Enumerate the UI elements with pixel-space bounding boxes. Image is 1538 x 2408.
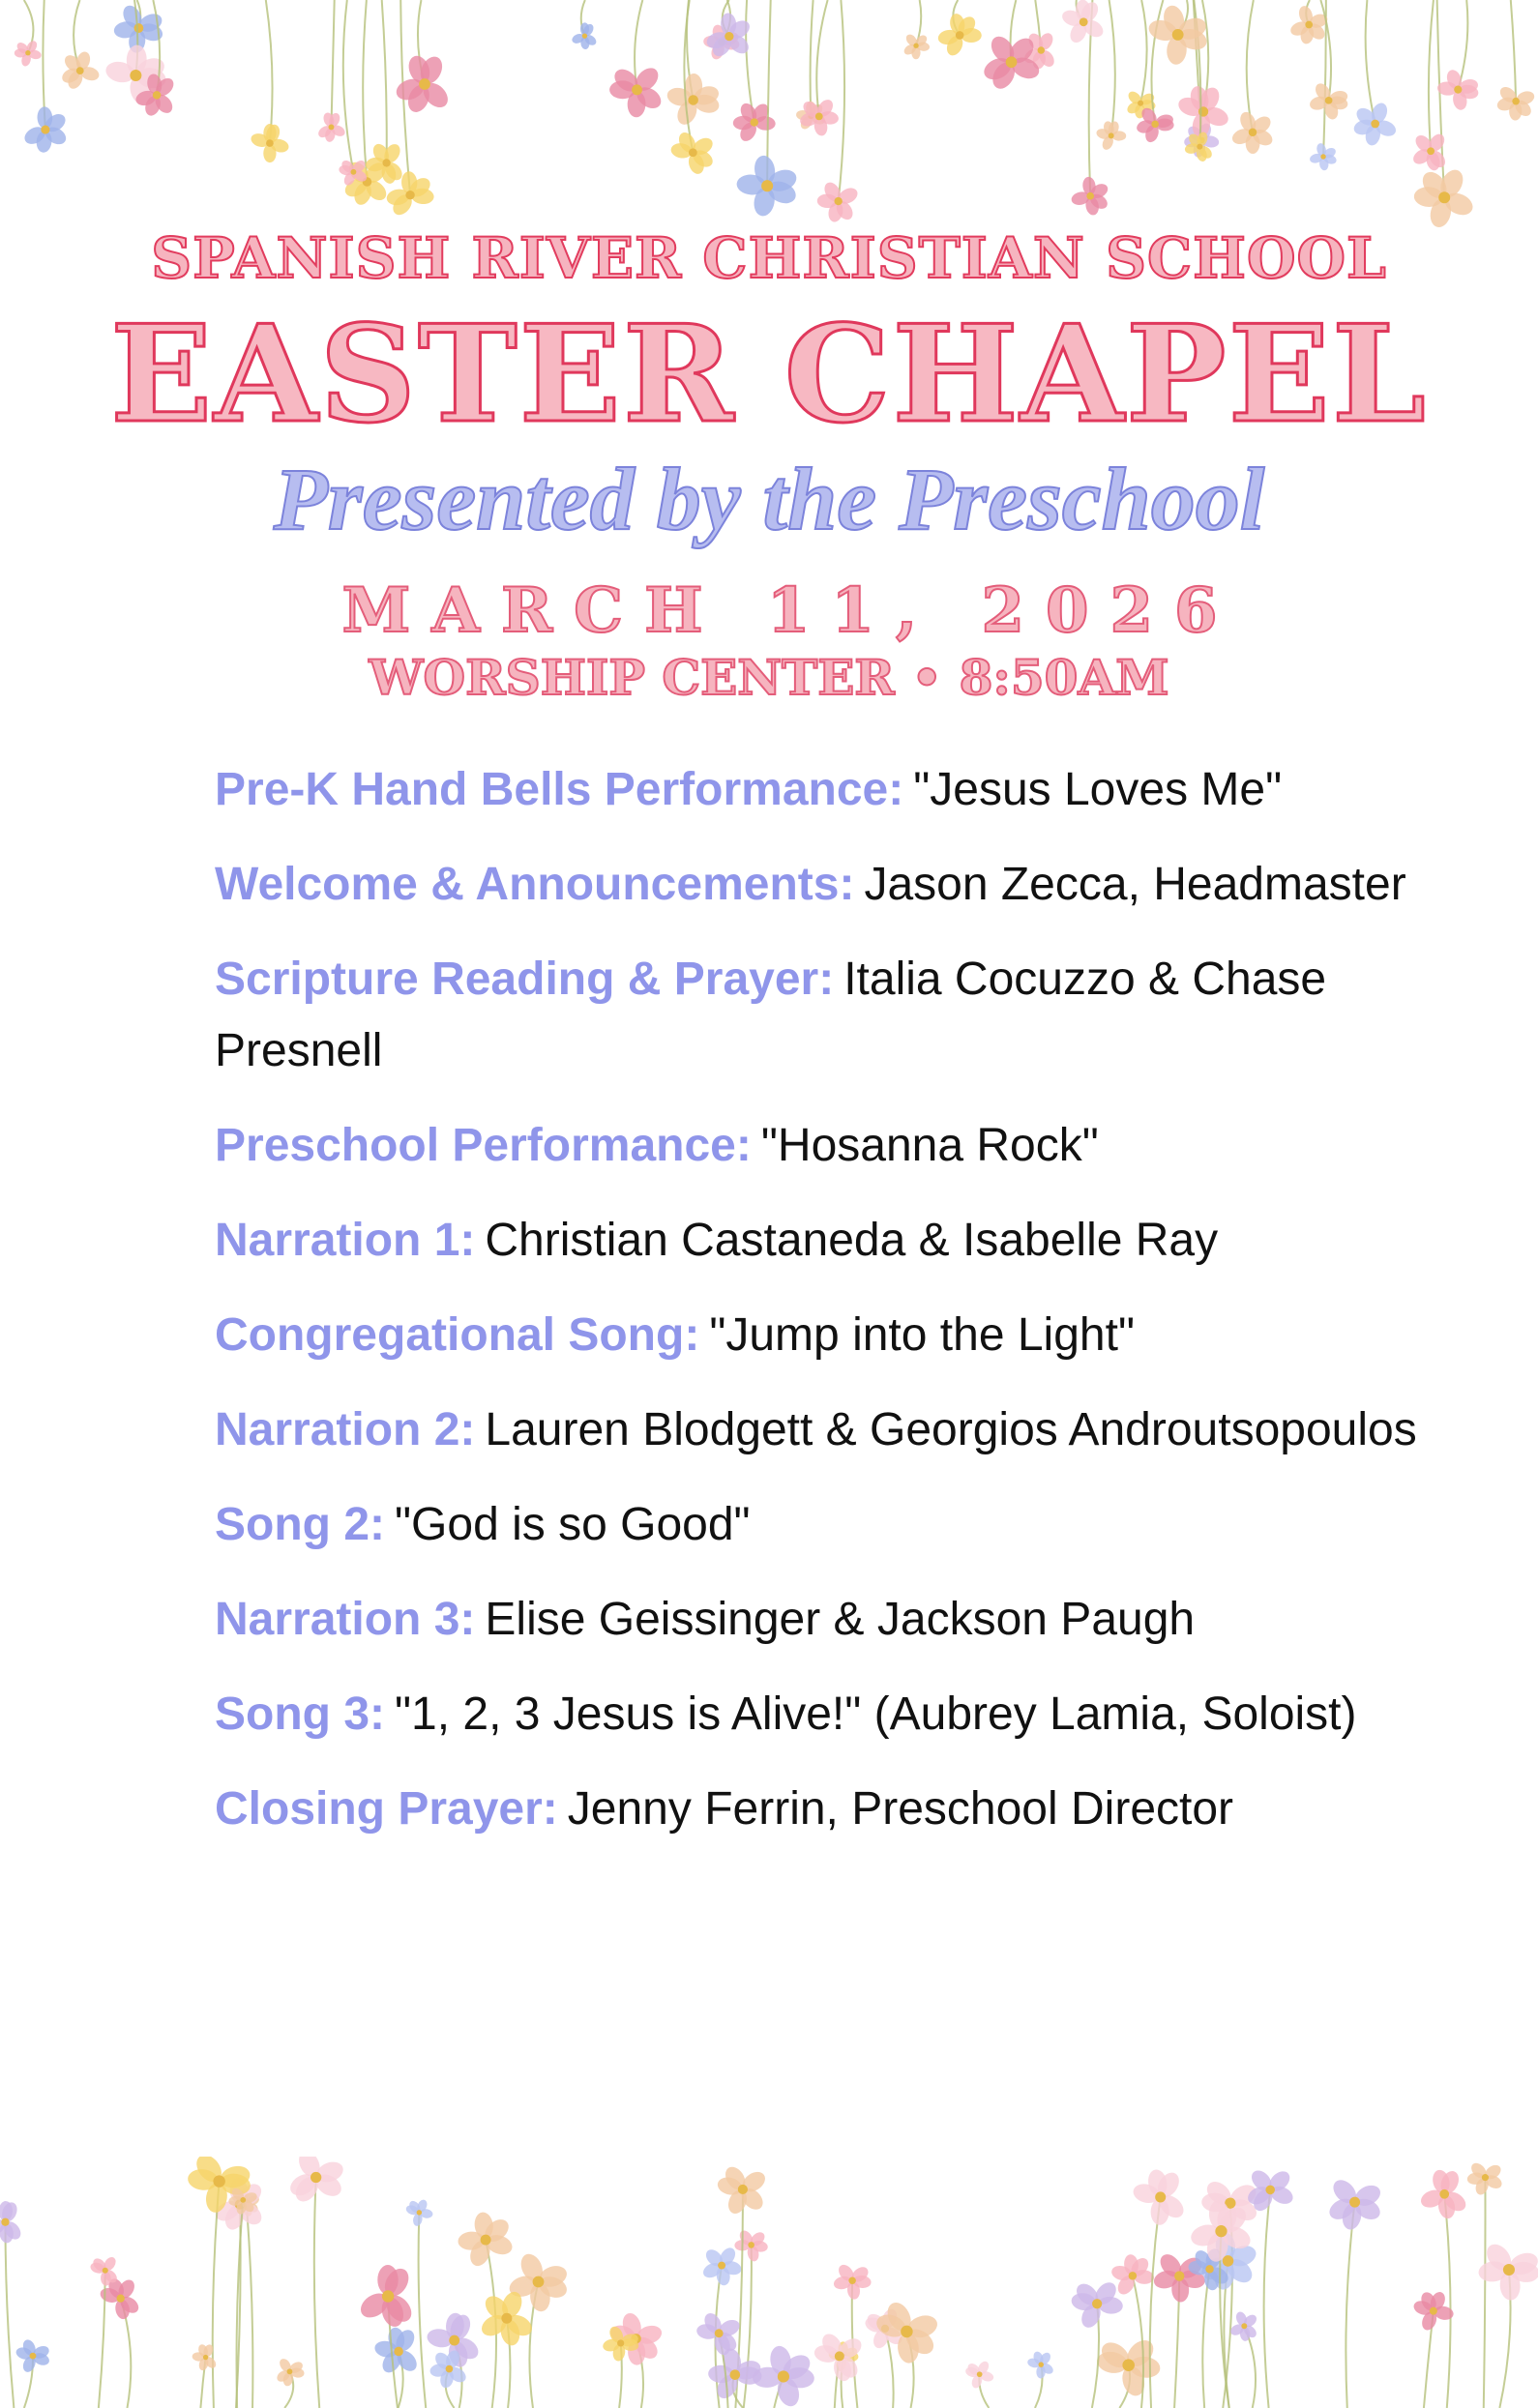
floral-border-bottom [0,2157,1538,2408]
flower-icon [571,22,599,49]
flower-icon [458,2211,515,2269]
stem-icon [1202,2269,1209,2408]
program-item [215,1300,1434,1371]
stem-icon [331,0,334,127]
program-item-value: Jason Zecca, Headmaster [864,859,1406,910]
flower-icon [1026,2350,1055,2378]
flower-icon [1418,2168,1469,2219]
flower-icon [1230,109,1276,154]
program-item [215,1774,1434,1845]
flower-icon [373,2326,421,2375]
program-list [215,754,1434,1868]
floral-illustration-top [0,0,1538,232]
flower-icon [1466,2160,1504,2197]
stem-icon [1140,0,1147,103]
stem-icon [314,2177,319,2408]
stem-icon [1511,0,1516,102]
flower-icon [0,2200,24,2244]
program-item [215,1205,1434,1277]
flower-icon [1228,2310,1258,2341]
program-item-value: Elise Geissinger & Jackson Paugh [485,1594,1196,1645]
flower-icon [1326,2176,1384,2232]
program-item [215,754,1434,826]
program-item-value: Italia Cocuzzo & Chase Presnell [215,954,1327,1076]
stem-icon [839,0,844,201]
flower-icon [736,154,800,218]
stem-icon [1484,2178,1486,2408]
flower-icon [21,106,69,153]
floral-illustration-bottom [0,2157,1538,2408]
flower-icon [670,130,716,176]
stem-icon [1444,2194,1450,2408]
program-item-label: Song 3: [215,1689,385,1740]
flower-icon [700,2245,743,2286]
flower-icon [1070,2278,1123,2331]
flower-icon [15,39,43,67]
flower-icon [316,111,347,142]
stem-icon [1264,2189,1271,2408]
program-item-value: Lauren Blodgett & Georgios Androutsopoulos [485,1404,1417,1455]
program-item [215,849,1434,921]
flower-icon [1176,84,1231,139]
program-item-value: "Jesus Loves Me" [913,764,1283,815]
flower-icon [902,32,931,59]
flower-icon [286,2157,346,2206]
stem-icon [811,0,813,116]
flower-icon [1412,2290,1455,2333]
flower-icon [356,2264,416,2329]
event-subtitle: Presented by the Preschool [273,450,1265,548]
program-item-label: Song 2: [215,1499,385,1550]
program-item-label: Welcome & Announcements: [215,859,855,910]
stem-icon [1366,0,1375,124]
stem-icon [5,2222,14,2408]
stem-icon [1346,2202,1354,2408]
flower-icon [89,2255,119,2286]
flower-icon [798,97,839,136]
flower-icon [1095,120,1126,152]
stem-icon [343,0,354,172]
flower-icon [404,2198,433,2227]
flower-icon [665,73,722,128]
flower-icon [817,180,861,223]
flower-icon [1131,2168,1188,2225]
flower-icon [1436,68,1479,111]
program-item-value: Christian Castaneda & Isabelle Ray [485,1215,1219,1266]
program-item-label: Pre-K Hand Bells Performance: [215,764,904,815]
program-item-value: "God is so Good" [395,1499,751,1550]
program-item-label: Narration 1: [215,1215,476,1266]
program-item-label: Congregational Song: [215,1309,700,1361]
flower-icon [716,2163,769,2217]
floral-border-top [0,0,1538,232]
program-item [215,1489,1434,1561]
program-item [215,1679,1434,1750]
stem-icon [816,0,827,116]
program-item-label: Scripture Reading & Prayer: [215,954,835,1005]
program-item [215,944,1434,1087]
flower-icon [833,2262,873,2301]
stem-icon [1109,0,1115,135]
flower-icon [734,2228,768,2262]
flower-icon [609,64,665,118]
flower-icon [192,2343,218,2371]
flower-icon [275,2357,305,2387]
stem-icon [419,2213,427,2408]
flower-icon [937,13,982,58]
program-item-value: Jenny Ferrin, Preschool Director [567,1783,1234,1835]
flower-icon [964,2360,994,2390]
stem-icon [363,0,367,182]
event-date: MARCH 11, 2026 [341,574,1239,647]
flower-icon [733,101,777,144]
flower-icon [1070,176,1110,216]
flower-icon [1308,80,1348,121]
flower-icon [1352,101,1399,147]
program-item-value: "1, 2, 3 Jesus is Alive!" (Aubrey Lamia, Soloist) [395,1689,1357,1740]
flower-icon [1477,2240,1538,2301]
flower-icon [1095,2335,1161,2399]
program-item-label: Closing Prayer: [215,1783,558,1835]
flower-icon [478,2289,535,2347]
flower-icon [15,2337,51,2373]
program-item [215,1395,1434,1466]
school-name: SPANISH RIVER CHRISTIAN SCHOOL [151,225,1387,291]
program-item-value: "Hosanna Rock" [760,1120,1099,1171]
flower-icon [60,50,102,92]
flower-icon [1060,0,1107,45]
flower-icon [1413,166,1476,230]
program-item-value: "Jump into the Light" [709,1309,1135,1361]
flower-icon [752,2344,814,2408]
stem-icon [382,0,387,162]
stem-icon [266,0,273,143]
program-item-label: Narration 2: [215,1404,476,1455]
flower-icon [250,123,290,162]
program-item [215,1110,1434,1182]
event-title: EASTER CHAPEL [110,295,1428,453]
flower-icon [695,2310,742,2357]
program-item-label: Preschool Performance: [215,1120,752,1171]
program-item-label: Narration 3: [215,1594,476,1645]
stem-icon [1151,0,1163,124]
flower-icon [1110,2253,1155,2297]
flower-icon [873,2299,940,2364]
event-venue-time: WORSHIP CENTER • 8:50AM [369,649,1169,706]
flower-icon [1309,142,1338,171]
program-item [215,1584,1434,1656]
stem-icon [247,2203,253,2408]
stem-icon [1429,0,1434,151]
